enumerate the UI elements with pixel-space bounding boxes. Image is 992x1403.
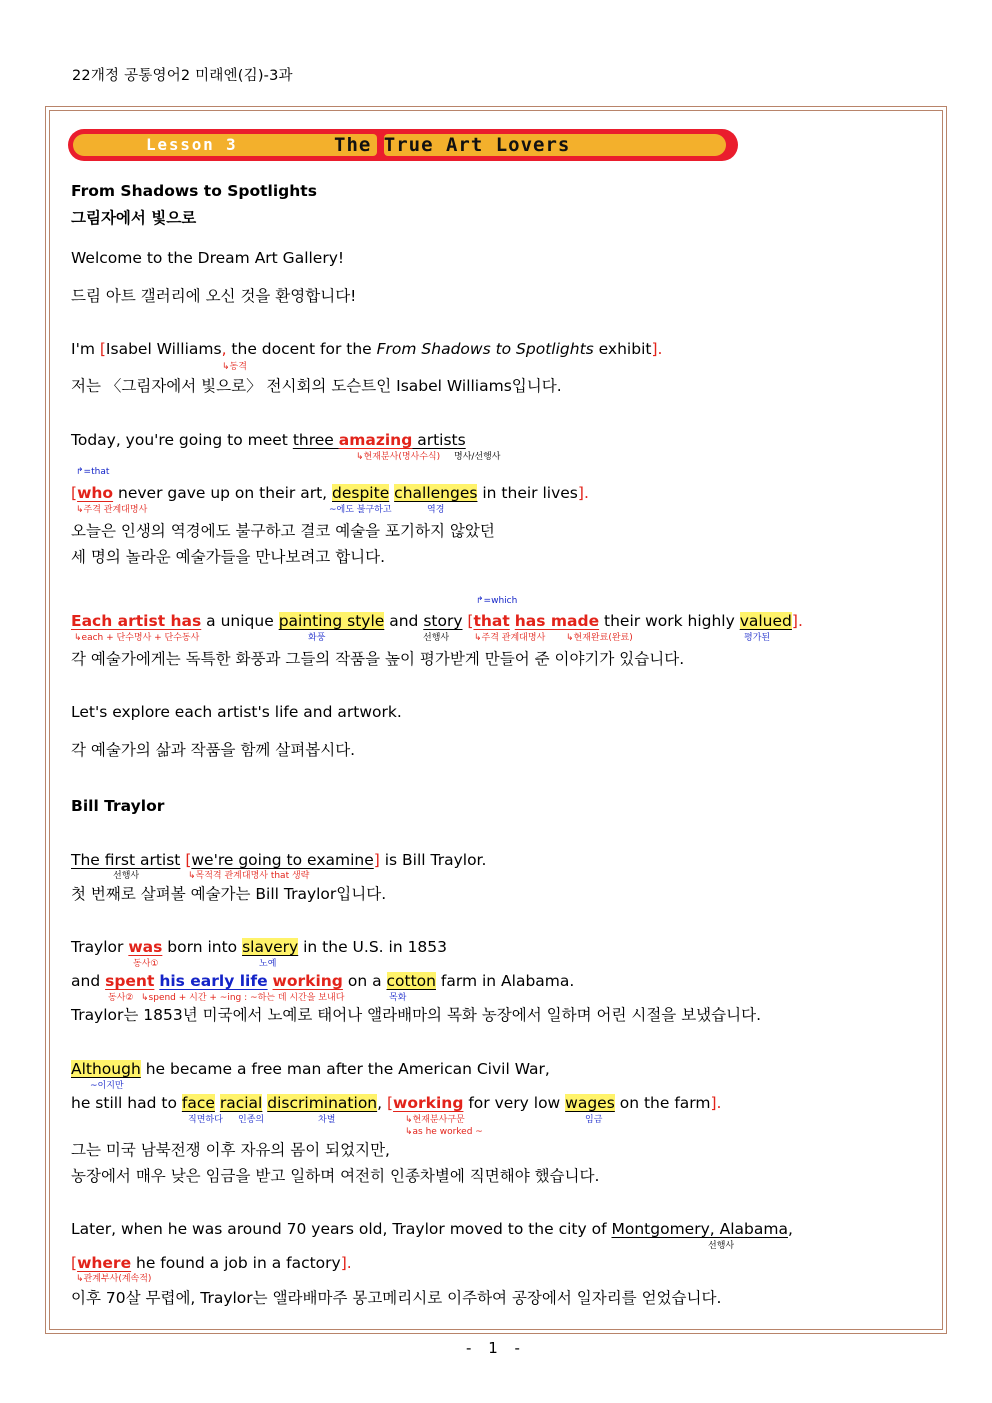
note-racial: 인종의 [238,1115,265,1125]
s3-english-line1: Today, you're going to meet three amazing artists [71,431,466,449]
note-challenges: 역경 [427,505,445,515]
s6-english: The first artist [we're going to examine] is Bill Traylor. [71,851,487,869]
s9-english-line1: Later, when he was around 70 years old, Traylor moved to the city of Montgomery, Alabama, [71,1220,793,1238]
note-equals-that: ↱=that [76,467,110,477]
note-first-artist-antecedent: 선행사 [113,871,140,881]
note-participle-clause: ↳현재분사구문 [405,1115,465,1125]
s6-korean: 첫 번째로 살펴볼 예술가는 Bill Traylor입니다. [71,885,387,903]
s7-english-line1: Traylor was born into slavery in the U.S. in 1853 [71,938,448,956]
s3-korean-line2: 세 명의 놀라운 예술가들을 만나보려고 합니다. [71,548,386,566]
note-wages: 임금 [585,1115,603,1125]
lesson-title: The True Art Lovers [334,134,571,156]
note-slavery: 노예 [259,959,277,969]
note-that-relative: ↳주격 관계대명사 [474,633,546,643]
note-montgomery-antecedent: 선행사 [708,1241,735,1251]
s2-english: I'm [Isabel Williams, the docent for the From Shadows to Spotlights exhibit]. [71,340,663,358]
page-number: - 1 - [466,1339,526,1357]
lesson-banner [68,129,738,161]
s7-korean: Traylor는 1853년 미국에서 노예로 태어나 앨라배마의 목화 농장에서 일하며 어린 시절을 보냈습니다. [71,1006,761,1024]
s3-korean-line1: 오늘은 인생의 역경에도 불구하고 결코 예술을 포기하지 않았던 [71,522,495,540]
note-apposition: ↳동격 [222,362,247,372]
s8-english-line2: he still had to face racial discrimination, [working for very low wages on the farm]. [71,1094,722,1112]
note-each-rule: ↳each + 단수명사 + 단수동사 [74,633,200,643]
s2-korean: 저는 〈그림자에서 빛으로〉 전시회의 도슨트인 Isabel Williams입니다. [71,377,562,395]
s5-korean: 각 예술가의 삶과 작품을 함께 살펴봅시다. [71,741,356,759]
note-present-participle: ↳현재분사(명사수식) [356,452,441,462]
note-story-antecedent: 선행사 [423,633,450,643]
s1-korean: 드림 아트 갤러리에 오신 것을 환영합니다! [71,287,357,305]
note-despite: ~에도 불구하고 [329,505,392,515]
note-verb-1: 동사① [133,959,159,969]
s4-english: Each artist has a unique painting style and story [that has made their work highly valued]. [71,612,803,630]
note-equals-which: ↱=which [476,596,518,606]
note-antecedent: 명사/선행사 [454,452,501,462]
note-as-he-worked: ↳as he worked ~ [405,1127,483,1137]
note-face: 직면하다 [188,1115,223,1125]
subsection-title: Bill Traylor [71,797,165,815]
note-relative-adverb: ↳관계부사(계속적) [76,1274,152,1284]
section-title-en: From Shadows to Spotlights [71,182,317,200]
note-discrimination: 차별 [318,1115,336,1125]
s4-korean: 각 예술가에게는 독특한 화풍과 그들의 작품을 높이 평가받게 만들어 준 이야기가 있습니다. [71,650,685,668]
s1-english: Welcome to the Dream Art Gallery! [71,249,345,267]
s9-korean: 이후 70살 무렵에, Traylor는 앨라배마주 몽고메리시로 이주하여 공장에서 일자리를 얻었습니다. [71,1289,722,1307]
note-painting-style: 화풍 [308,633,326,643]
note-although: ~이지만 [90,1081,124,1091]
lesson-number: Lesson 3 [146,135,238,154]
note-cotton: 목화 [389,993,407,1003]
s3-english-line2: [who never gave up on their art, despite challenges in their lives]. [71,484,589,502]
s5-english: Let's explore each artist's life and artwork. [71,703,402,721]
s7-english-line2: and spent his early life working on a cotton farm in Alabama. [71,972,575,990]
note-subject-relative: ↳주격 관계대명사 [76,505,148,515]
note-spend-pattern: ↳spend + 시간 + ~ing : ~하는 데 시간을 보내다 [141,993,345,1003]
s8-korean-line1: 그는 미국 남북전쟁 이후 자유의 몸이 되었지만, [71,1141,390,1159]
note-verb-2: 동사② [108,993,134,1003]
s8-korean-line2: 농장에서 매우 낮은 임금을 받고 일하며 여전히 인종차별에 직면해야 했습니다. [71,1167,600,1185]
note-object-relative-omitted: ↳목적격 관계대명사 that 생략 [188,871,310,881]
note-present-perfect: ↳현재완료(완료) [566,633,633,643]
section-title-ko: 그림자에서 빛으로 [71,209,197,227]
note-valued: 평가된 [744,633,771,643]
document-header: 22개정 공통영어2 미래엔(김)-3과 [72,68,293,84]
s8-english-line1: Although he became a free man after the American Civil War, [71,1060,550,1078]
s9-english-line2: [where he found a job in a factory]. [71,1254,352,1272]
